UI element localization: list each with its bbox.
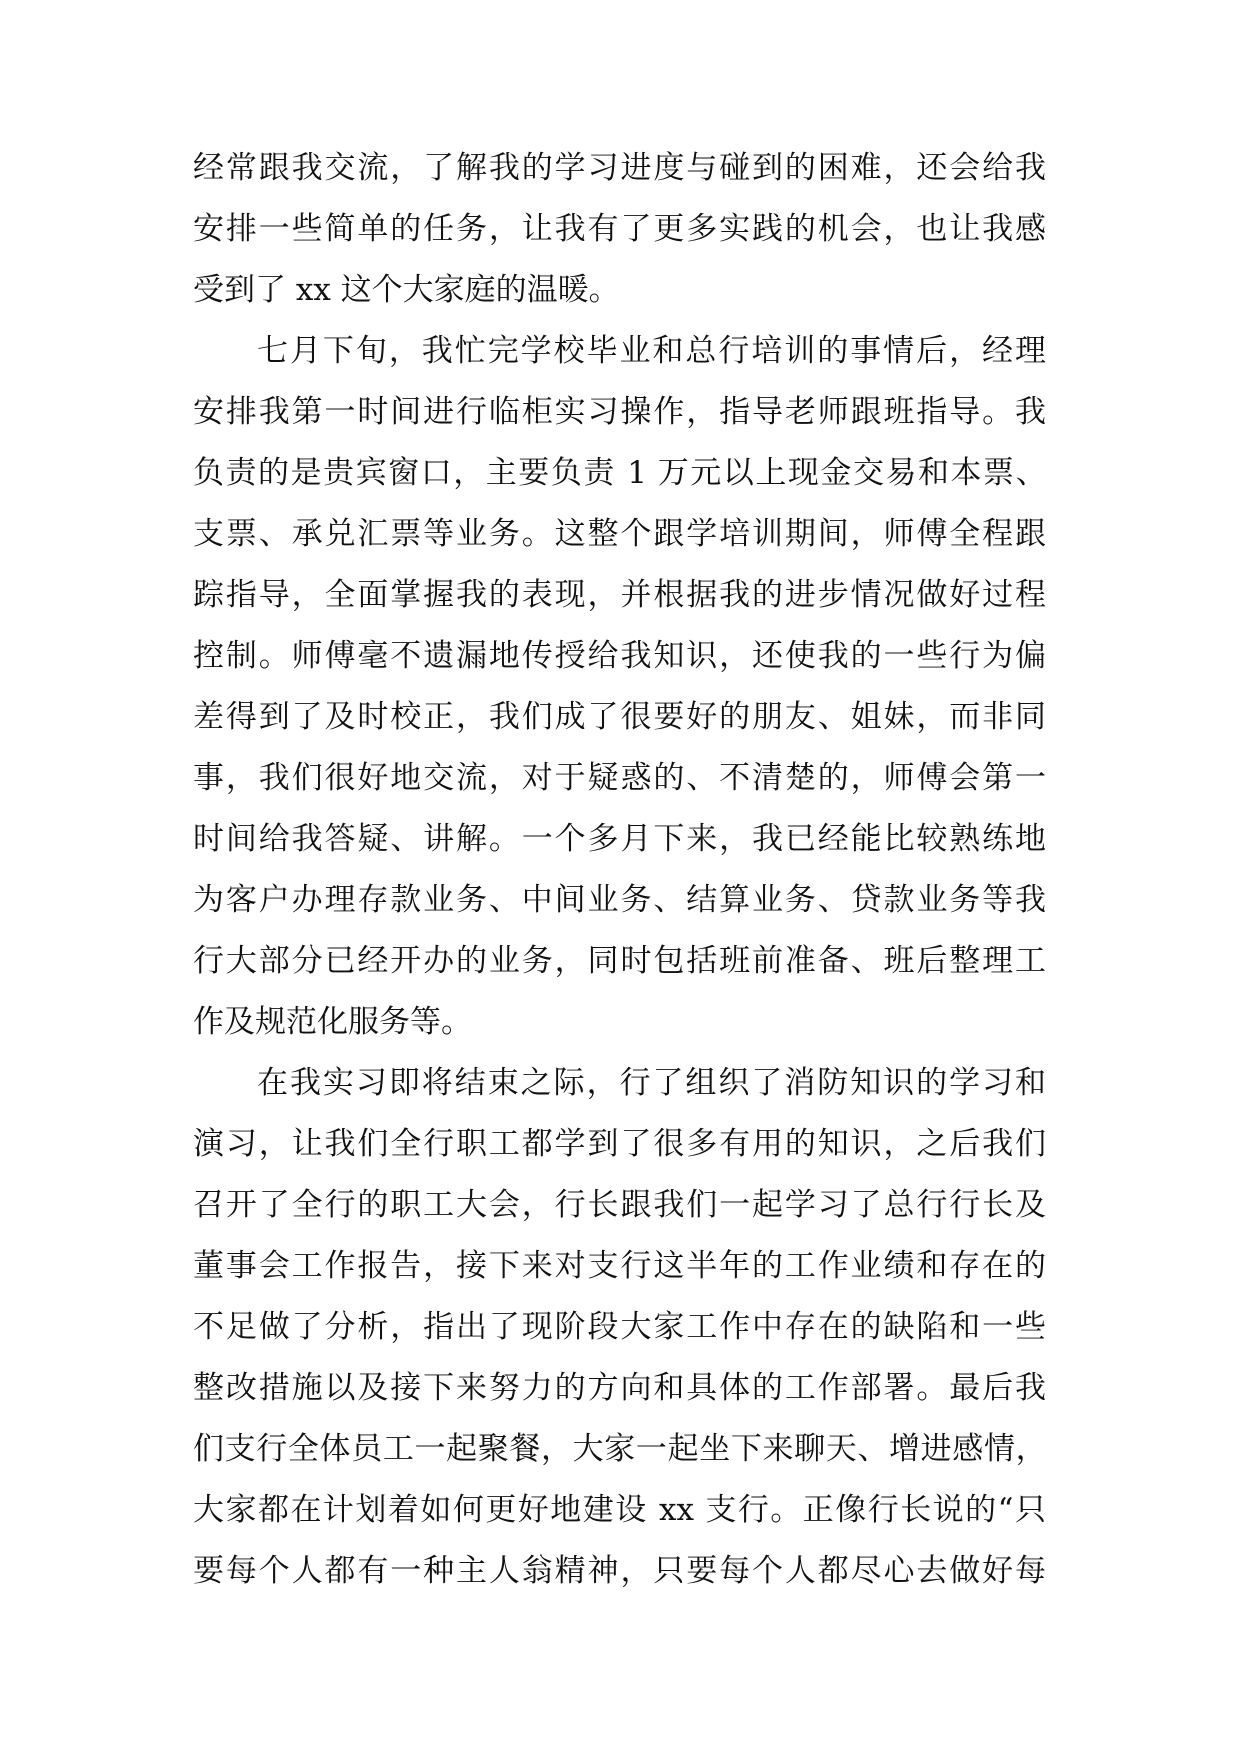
paragraph-line: 要每个人都有一种主人翁精神，只要每个人都尽心去做好每 — [193, 1553, 1046, 1589]
paragraph-line: 负责的是贵宾窗口，主要负责 1 万元以上现金交易和本票、 — [193, 455, 1046, 491]
paragraph-line: 董事会工作报告，接下来对支行这半年的工作业绩和存在的 — [193, 1248, 1046, 1284]
paragraph-line: 作及规范化服务等。 — [193, 1004, 472, 1040]
paragraph-line: 支票、承兑汇票等业务。这整个跟学培训期间，师傅全程跟 — [193, 516, 1046, 552]
paragraph-line: 差得到了及时校正，我们成了很要好的朋友、姐妹，而非同 — [193, 699, 1046, 735]
paragraph-line: 踪指导，全面掌握我的表现，并根据我的进步情况做好过程 — [193, 577, 1046, 613]
paragraph-line: 受到了 xx 这个大家庭的温暖。 — [193, 272, 620, 308]
paragraph-line: 安排我第一时间进行临柜实习操作，指导老师跟班指导。我 — [193, 394, 1046, 430]
paragraph-line: 不足做了分析，指出了现阶段大家工作中存在的缺陷和一些 — [193, 1309, 1046, 1345]
paragraph-line: 在我实习即将结束之际，行了组织了消防知识的学习和 — [257, 1065, 1046, 1101]
paragraph-line: 事，我们很好地交流，对于疑惑的、不清楚的，师傅会第一 — [193, 760, 1046, 796]
paragraph-line: 控制。师傅毫不遗漏地传授给我知识，还使我的一些行为偏 — [193, 638, 1046, 674]
paragraph-line: 整改措施以及接下来努力的方向和具体的工作部署。最后我 — [193, 1370, 1046, 1406]
paragraph-line: 经常跟我交流，了解我的学习进度与碰到的困难，还会给我 — [193, 150, 1046, 186]
paragraph-line: 们支行全体员工一起聚餐，大家一起坐下来聊天、增进感情， — [193, 1431, 1046, 1467]
paragraph-line: 演习，让我们全行职工都学到了很多有用的知识，之后我们 — [193, 1126, 1046, 1162]
paragraph-line: 为客户办理存款业务、中间业务、结算业务、贷款业务等我 — [193, 882, 1046, 918]
paragraph-line: 安排一些简单的任务，让我有了更多实践的机会，也让我感 — [193, 211, 1046, 247]
paragraph-line: 七月下旬，我忙完学校毕业和总行培训的事情后，经理 — [257, 333, 1046, 369]
paragraph-line: 召开了全行的职工大会，行长跟我们一起学习了总行行长及 — [193, 1187, 1046, 1223]
paragraph-line: 时间给我答疑、讲解。一个多月下来，我已经能比较熟练地 — [193, 821, 1046, 857]
paragraph-line: 行大部分已经开办的业务，同时包括班前准备、班后整理工 — [193, 943, 1046, 979]
paragraph-line: 大家都在计划着如何更好地建设 xx 支行。正像行长说的“只 — [193, 1492, 1046, 1528]
